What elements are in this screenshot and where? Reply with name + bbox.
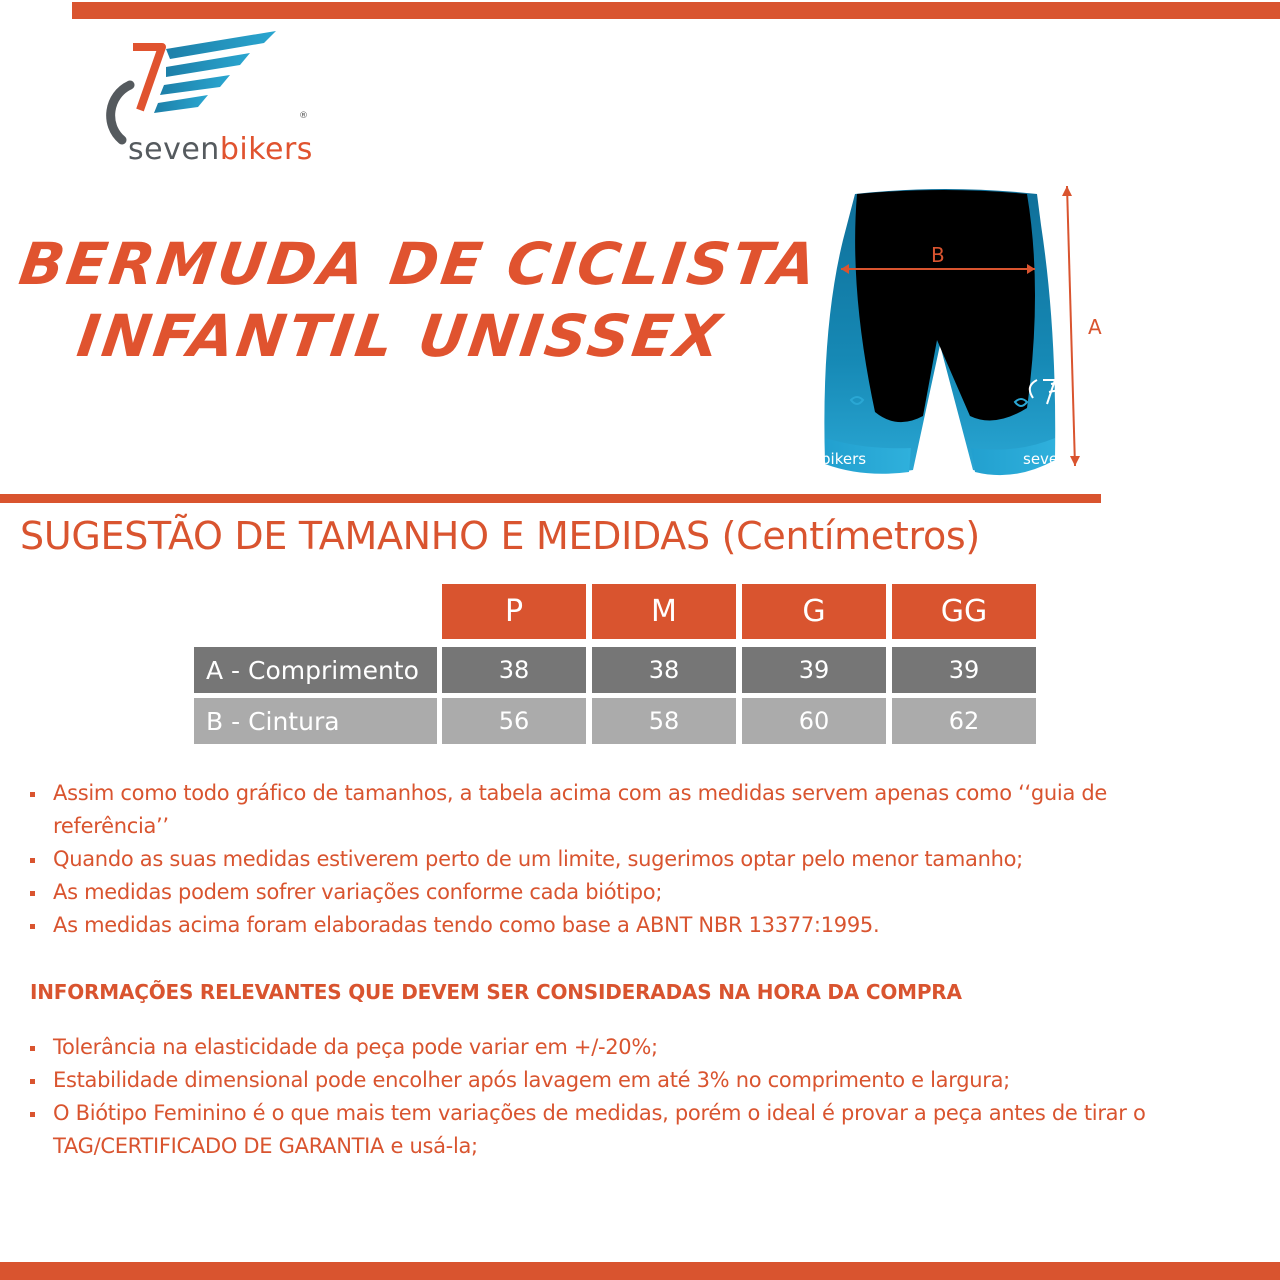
list-item: O Biótipo Feminino é o que mais tem variações de medidas, porém o ideal é provar a peça antes de tirar o TAG/CERTIFICADO DE GARANTIA e usá-la;: [28, 1097, 1228, 1163]
garment-text-right: seven: [1023, 450, 1068, 468]
row-label-cintura: B - Cintura: [194, 698, 437, 744]
list-item: As medidas acima foram elaboradas tendo como base a ABNT NBR 13377:1995.: [28, 909, 1228, 942]
size-header-g: G: [742, 584, 886, 639]
product-title: [15, 228, 824, 372]
list-item: Estabilidade dimensional pode encolher após lavagem em até 3% no comprimento e largura;: [28, 1064, 1228, 1097]
registered-mark: ®: [299, 111, 308, 121]
size-header-gg: GG: [892, 584, 1036, 639]
list-item: Tolerância na elasticidade da peça pode variar em +/-20%;: [28, 1031, 1228, 1064]
shorts-measurement-diagram: [805, 180, 1125, 490]
cintura-m: 58: [592, 698, 736, 744]
label-a: A: [1088, 315, 1102, 339]
comprimento-gg: 39: [892, 647, 1036, 693]
info-list: [28, 1031, 1228, 1163]
size-table-heading: SUGESTÃO DE TAMANHO E MEDIDAS (Centímetros): [20, 514, 980, 558]
list-item: Assim como todo gráfico de tamanhos, a tabela acima com as medidas servem apenas como ‘‘guia de referência’’: [28, 777, 1228, 843]
size-header-p: P: [442, 584, 586, 639]
sevenbikers-logo: [100, 25, 320, 165]
info-heading: INFORMAÇÕES RELEVANTES QUE DEVEM SER CONSIDERADAS NA HORA DA COMPRA: [30, 980, 962, 1004]
garment-text-left: bikers: [821, 450, 867, 468]
label-b: B: [931, 243, 945, 267]
bottom-accent-bar: [0, 1262, 1280, 1280]
size-header-m: M: [592, 584, 736, 639]
size-notes-list: [28, 777, 1228, 942]
list-item: Quando as suas medidas estiverem perto de um limite, sugerimos optar pelo menor tamanho;: [28, 843, 1228, 876]
row-label-comprimento: A - Comprimento: [194, 647, 437, 693]
cintura-g: 60: [742, 698, 886, 744]
product-title-line-2: INFANTIL UNISSEX: [73, 302, 728, 370]
cycling-shorts-icon: [805, 180, 1125, 490]
comprimento-g: 39: [742, 647, 886, 693]
top-accent-bar: [72, 2, 1280, 19]
product-title-line-1: BERMUDA DE CICLISTA: [15, 230, 824, 298]
logo-wordmark: sevenbikers: [128, 132, 313, 167]
cintura-gg: 62: [892, 698, 1036, 744]
comprimento-m: 38: [592, 647, 736, 693]
cintura-p: 56: [442, 698, 586, 744]
comprimento-p: 38: [442, 647, 586, 693]
list-item: As medidas podem sofrer variações conforme cada biótipo;: [28, 876, 1228, 909]
middle-accent-bar: [0, 494, 1101, 503]
